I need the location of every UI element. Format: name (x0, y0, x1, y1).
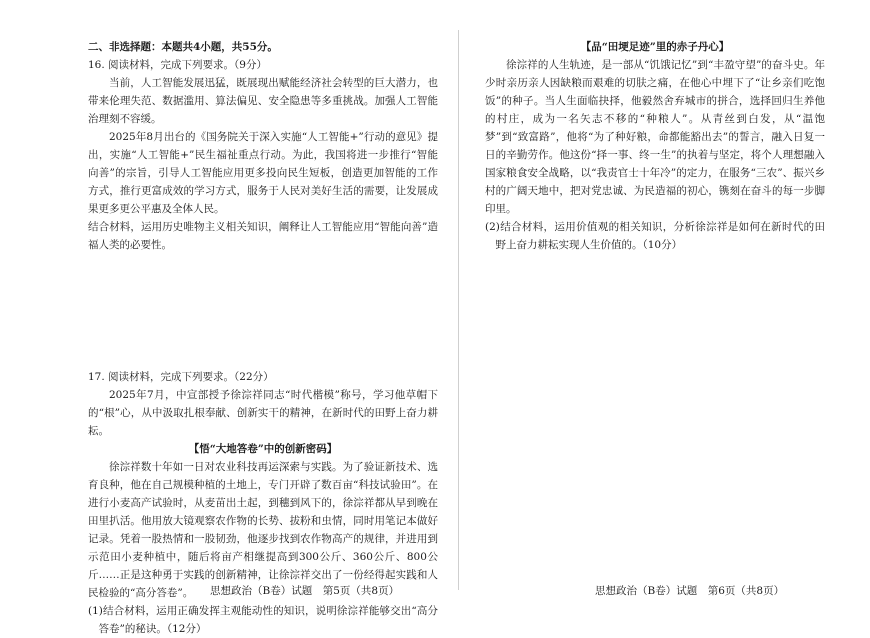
section-header: 二、非选择题：本题共4小题，共55分。 (88, 41, 278, 53)
right-page (485, 38, 825, 254)
answer-space (88, 254, 438, 368)
q16-material-p1: 当前，人工智能发展迅猛，既展现出赋能经济社会转型的巨大潜力，也带来伦理失范、数据滥用、算法偏见、安全隐患等多重挑战。加强人工智能治理刻不容缓。 (88, 77, 438, 125)
q17-task-1: (1)结合材料，运用正确发挥主观能动性的知识，说明徐淙祥能够交出“高分答卷”的秘诀。（12分） (88, 605, 438, 635)
q17-task-2: (2)结合材料，运用价值观的相关知识，分析徐淙祥是如何在新时代的田野上奋力耕耘实现人生价值的。（10分） (485, 221, 825, 251)
q17-material-p2: 徐淙祥数十年如一日对农业科技再运深索与实践。为了验证新技术、选育良种，他在自己规模种植的土地上，专门开辟了数百亩“科技试验田”。在进行小麦高产试验时，从麦苗出土起，到穗到风下的，徐淙祥都从早到晚在田里扒活。他用放大镜观察农作物的长势、拔粉和虫情，同时用笔记本做好记录。凭着一股热情和一股韧劲，他逐步找到农作物高产的规律，并进用到示范田小麦种植中，随后将亩产相继提高到300公斤、360公斤、800公斤……正是这种勇于实践的创新精神，让徐淙祥交出了一份经得起实践和人民检验的“高分答卷”。 (88, 461, 438, 599)
q17-heading-1: 【悟“大地答卷”中的创新密码】 (188, 443, 338, 455)
page-divider (458, 30, 459, 590)
left-page (88, 38, 438, 638)
q16-material-p2: 2025年8月出台的《国务院关于深入实施“人工智能+”行动的意见》提出，实施“人工智能+”民生福祉重点行动。为此，我国将进一步推行“智能向善”的宗旨，引导人工智能应用更多投向民生短板，创造更加智能的工作方式，推行更富成效的学习方式，服务于人民对美好生活的需要，让发展成果更多更公平惠及全体人民。 (88, 131, 438, 215)
footer-left: 思想政治（B卷）试题 第5页（共8页） (210, 585, 400, 597)
q17-heading-2: 【品“田埂足迹”里的赤子丹心】 (580, 41, 730, 53)
q16-intro: 16. 阅读材料，完成下列要求。（9分） (88, 59, 267, 71)
q17-intro: 17. 阅读材料，完成下列要求。（22分） (88, 371, 274, 383)
q17-material-p3: 徐淙祥的人生轨迹，是一部从“饥饿记忆”到“丰盈守望”的奋斗史。年少时亲历亲人因缺粮而艰难的切肤之痛，在他心中埋下了“让乡亲们吃饱饭”的种子。当人生面临抉择，他毅然舍弃城市的拼合，选择回归生养他的村庄，成为一名矢志不移的“种粮人”。从青丝到白发，从“温饱梦”到“致富路”，他将“为了种好粮，命都能豁出去”的誓言，融入日复一日的辛勤劳作。他这份“择一事、终一生”的执着与坚定，将个人理想融入国家粮食安全战略，以“我责官士十年冷”的定力，在服务“三农”、振兴乡村的广阔天地中，把对党忠诚、为民造福的初心，镌刻在奋斗的每一步脚印里。 (485, 59, 825, 215)
q17-material-p1: 2025年7月，中宣部授予徐淙祥同志“时代楷模”称号，学习他草帽下的“根”心，从中汲取扎根奉献、创新实干的精神，在新时代的田野上奋力耕耘。 (88, 389, 438, 437)
footer-right: 思想政治（B卷）试题 第6页（共8页） (595, 585, 785, 597)
q16-task: 结合材料，运用历史唯物主义相关知识，阐释让人工智能应用“智能向善”造福人类的必要性。 (88, 221, 438, 251)
